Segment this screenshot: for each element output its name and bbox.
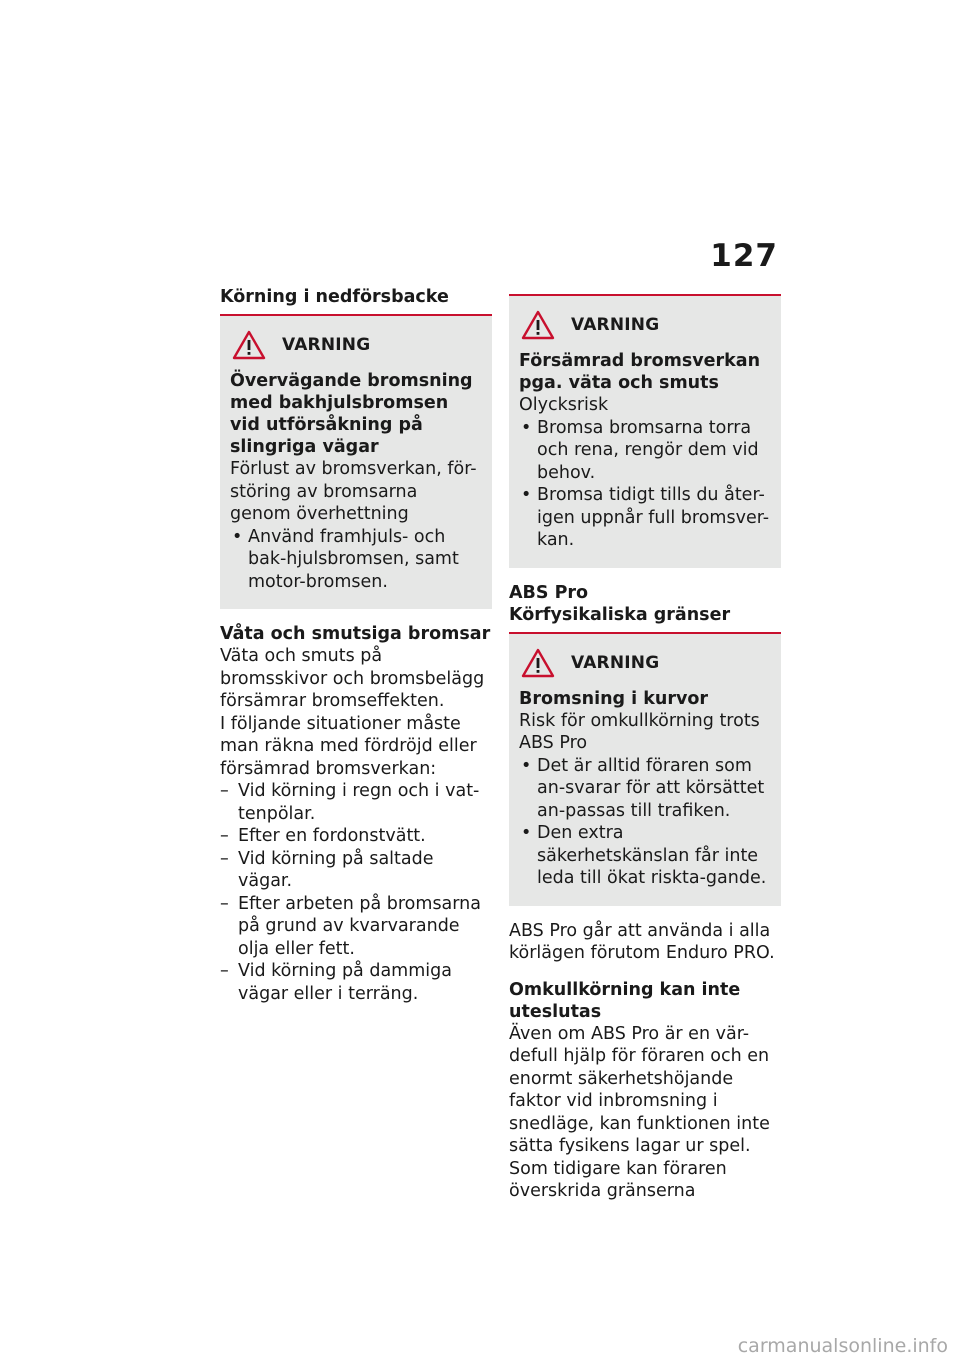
bullet-item: • Det är alltid föraren som an-svarar för att körsättet an-passas till trafiken. bbox=[519, 755, 771, 823]
warning-label: VARNING bbox=[571, 315, 660, 335]
warning-header bbox=[519, 310, 771, 340]
paragraph: Även om ABS Pro är en vär-defull hjälp för föraren och en enormt säkerhetshöjande faktor vid inbromsning i snedläge, kan funktionen inte sätta fysikens lagar ur spel. Som tidigare kan föraren överskrida gränserna bbox=[509, 1023, 770, 1201]
warning-bullets bbox=[519, 417, 771, 552]
section-title-wet-brakes: Våta och smutsiga bromsar bbox=[220, 624, 491, 644]
warning-header bbox=[519, 648, 771, 678]
warning-label: VARNING bbox=[282, 335, 371, 355]
list-item: – Vid körning i regn och i vat-tenpölar. bbox=[220, 780, 492, 825]
paragraph: ABS Pro går att använda i alla körlägen förutom Enduro PRO. bbox=[509, 920, 775, 963]
bullet-item: • Bromsa bromsarna torra och rena, rengör dem vid behov. bbox=[519, 417, 771, 485]
list-item: – Vid körning på dammiga vägar eller i terräng. bbox=[220, 960, 492, 1005]
situation-list bbox=[220, 780, 492, 1005]
bullet-item: • Den extra säkerhetskänslan får inte leda till ökat riskta-gande. bbox=[519, 822, 771, 890]
warning-consequence: Risk för omkullkörning trots ABS Pro bbox=[519, 710, 760, 753]
paragraph: I följande situationer måste man räkna med fördröjd eller försämrad bromsverkan: bbox=[220, 713, 477, 779]
left-column bbox=[220, 286, 492, 1005]
bullet-item: • Använd framhjuls- och bak-hjulsbromsen, samt motor-bromsen. bbox=[230, 526, 482, 594]
warning-label: VARNING bbox=[571, 652, 660, 673]
list-item: – Efter en fordonstvätt. bbox=[220, 825, 492, 848]
list-item: – Efter arbeten på bromsarna på grund av kvarvarande olja eller fett. bbox=[220, 893, 492, 961]
warning-box-wet-brakes bbox=[509, 294, 781, 568]
warning-triangle-icon bbox=[521, 310, 555, 340]
warning-title: Försämrad bromsverkan pga. väta och smuts bbox=[519, 351, 761, 393]
warning-title: Bromsning i kurvor bbox=[519, 688, 709, 709]
warning-consequence: Olycksrisk bbox=[519, 395, 609, 415]
warning-consequence: Förlust av bromsverkan, för-störing av bromsarna genom överhettning bbox=[230, 459, 477, 524]
warning-title: Övervägande bromsning med bakhjulsbromsen vid utförsåkning på slingriga vägar bbox=[230, 371, 473, 457]
warning-box-cornering bbox=[509, 632, 781, 906]
warning-box-downhill bbox=[220, 314, 492, 609]
section-subtitle-physics-limits: Körfysikaliska gränser bbox=[509, 604, 731, 625]
page-number: 127 bbox=[710, 238, 778, 274]
warning-triangle-icon bbox=[521, 648, 555, 678]
section-title-downhill: Körning i nedförsbacke bbox=[220, 287, 449, 307]
bullet-item: • Bromsa tidigt tills du åter-igen uppnår full bromsver-kan. bbox=[519, 484, 771, 552]
warning-triangle-icon bbox=[232, 330, 266, 360]
list-item: – Vid körning på saltade vägar. bbox=[220, 848, 492, 893]
warning-bullets bbox=[230, 526, 482, 594]
section-title-abs-pro: ABS Pro bbox=[509, 582, 589, 603]
warning-header bbox=[230, 330, 482, 360]
paragraph: Väta och smuts på bromsskivor och bromsbelägg försämrar bromseffekten. bbox=[220, 646, 485, 711]
right-column bbox=[509, 294, 781, 1203]
warning-bullets bbox=[519, 755, 771, 890]
section-title-tip-over: Omkullkörning kan inte uteslutas bbox=[509, 979, 741, 1022]
watermark: carmanualsonline.info bbox=[737, 1335, 948, 1357]
